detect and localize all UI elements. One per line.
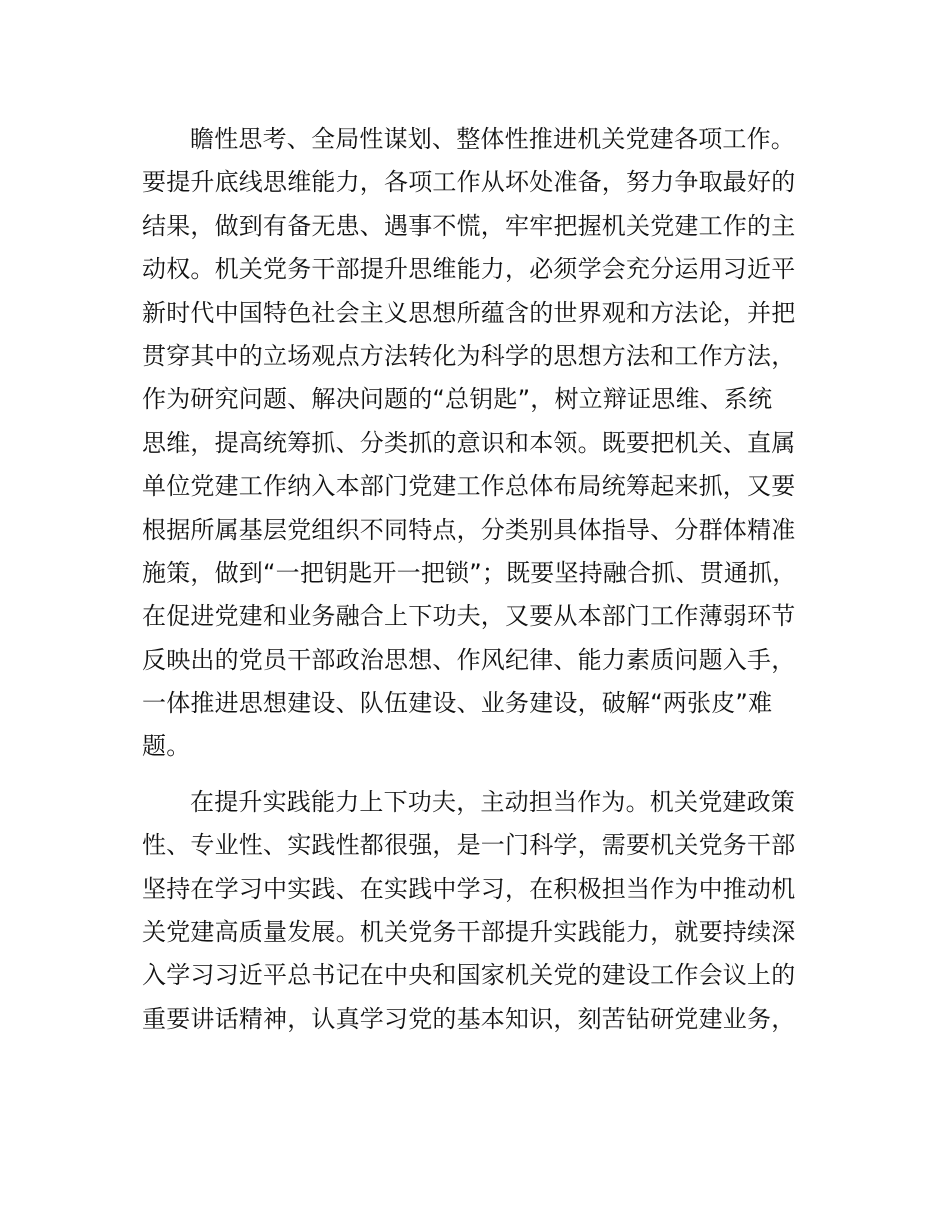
text-line: 新时代中国特色社会主义思想所蕴含的世界观和方法论，并把 (142, 298, 796, 327)
text-line: 动权。机关党务干部提升思维能力，必须学会充分运用习近平 (142, 255, 796, 284)
text-line: 一体推进思想建设、队伍建设、业务建设，破解“两张皮”难 (142, 689, 773, 718)
text-line: 反映出的党员干部政治思想、作风纪律、能力素质问题入手， (142, 645, 796, 674)
text-line: 贯穿其中的立场观点方法转化为科学的思想方法和工作方法， (142, 341, 796, 370)
paragraph-2 (142, 781, 842, 1041)
text-line: 性、专业性、实践性都很强，是一门科学，需要机关党务干部 (142, 831, 796, 860)
text-line: 坚持在学习中实践、在实践中学习，在积极担当作为中推动机 (142, 874, 796, 903)
text-line: 题。 (142, 732, 191, 761)
text-line: 瞻性思考、全局性谋划、整体性推进机关党建各项工作。 (190, 125, 795, 153)
text-line: 单位党建工作纳入本部门党建工作总体布局统筹起来抓，又要 (142, 472, 796, 501)
text-line: 入学习习近平总书记在中央和国家机关党的建设工作会议上的 (142, 961, 796, 990)
text-line: 思维，提高统筹抓、分类抓的意识和本领。既要把机关、直属 (142, 428, 796, 457)
text-line: 结果，做到有备无患、遇事不慌，牢牢把握机关党建工作的主 (142, 211, 796, 240)
paragraph-1 (142, 118, 842, 769)
text-line: 施策，做到“一把钥匙开一把锁”；既要坚持融合抓、贯通抓， (142, 558, 797, 587)
text-line: 重要讲话精神，认真学习党的基本知识，刻苦钻研党建业务， (142, 1004, 796, 1033)
paragraph-spacer (142, 769, 842, 781)
text-line: 根据所属基层党组织不同特点，分类别具体指导、分群体精准 (142, 515, 796, 544)
text-line: 作为研究问题、解决问题的“总钥匙”，树立辩证思维、系统 (142, 385, 773, 414)
text-line: 在促进党建和业务融合上下功夫，又要从本部门工作薄弱环节 (142, 602, 796, 631)
document-body (142, 118, 842, 1041)
text-line: 在提升实践能力上下功夫，主动担当作为。机关党建政策 (190, 787, 795, 816)
text-line: 要提升底线思维能力，各项工作从坏处准备，努力争取最好的 (142, 168, 796, 197)
text-line: 关党建高质量发展。机关党务干部提升实践能力，就要持续深 (142, 918, 796, 947)
